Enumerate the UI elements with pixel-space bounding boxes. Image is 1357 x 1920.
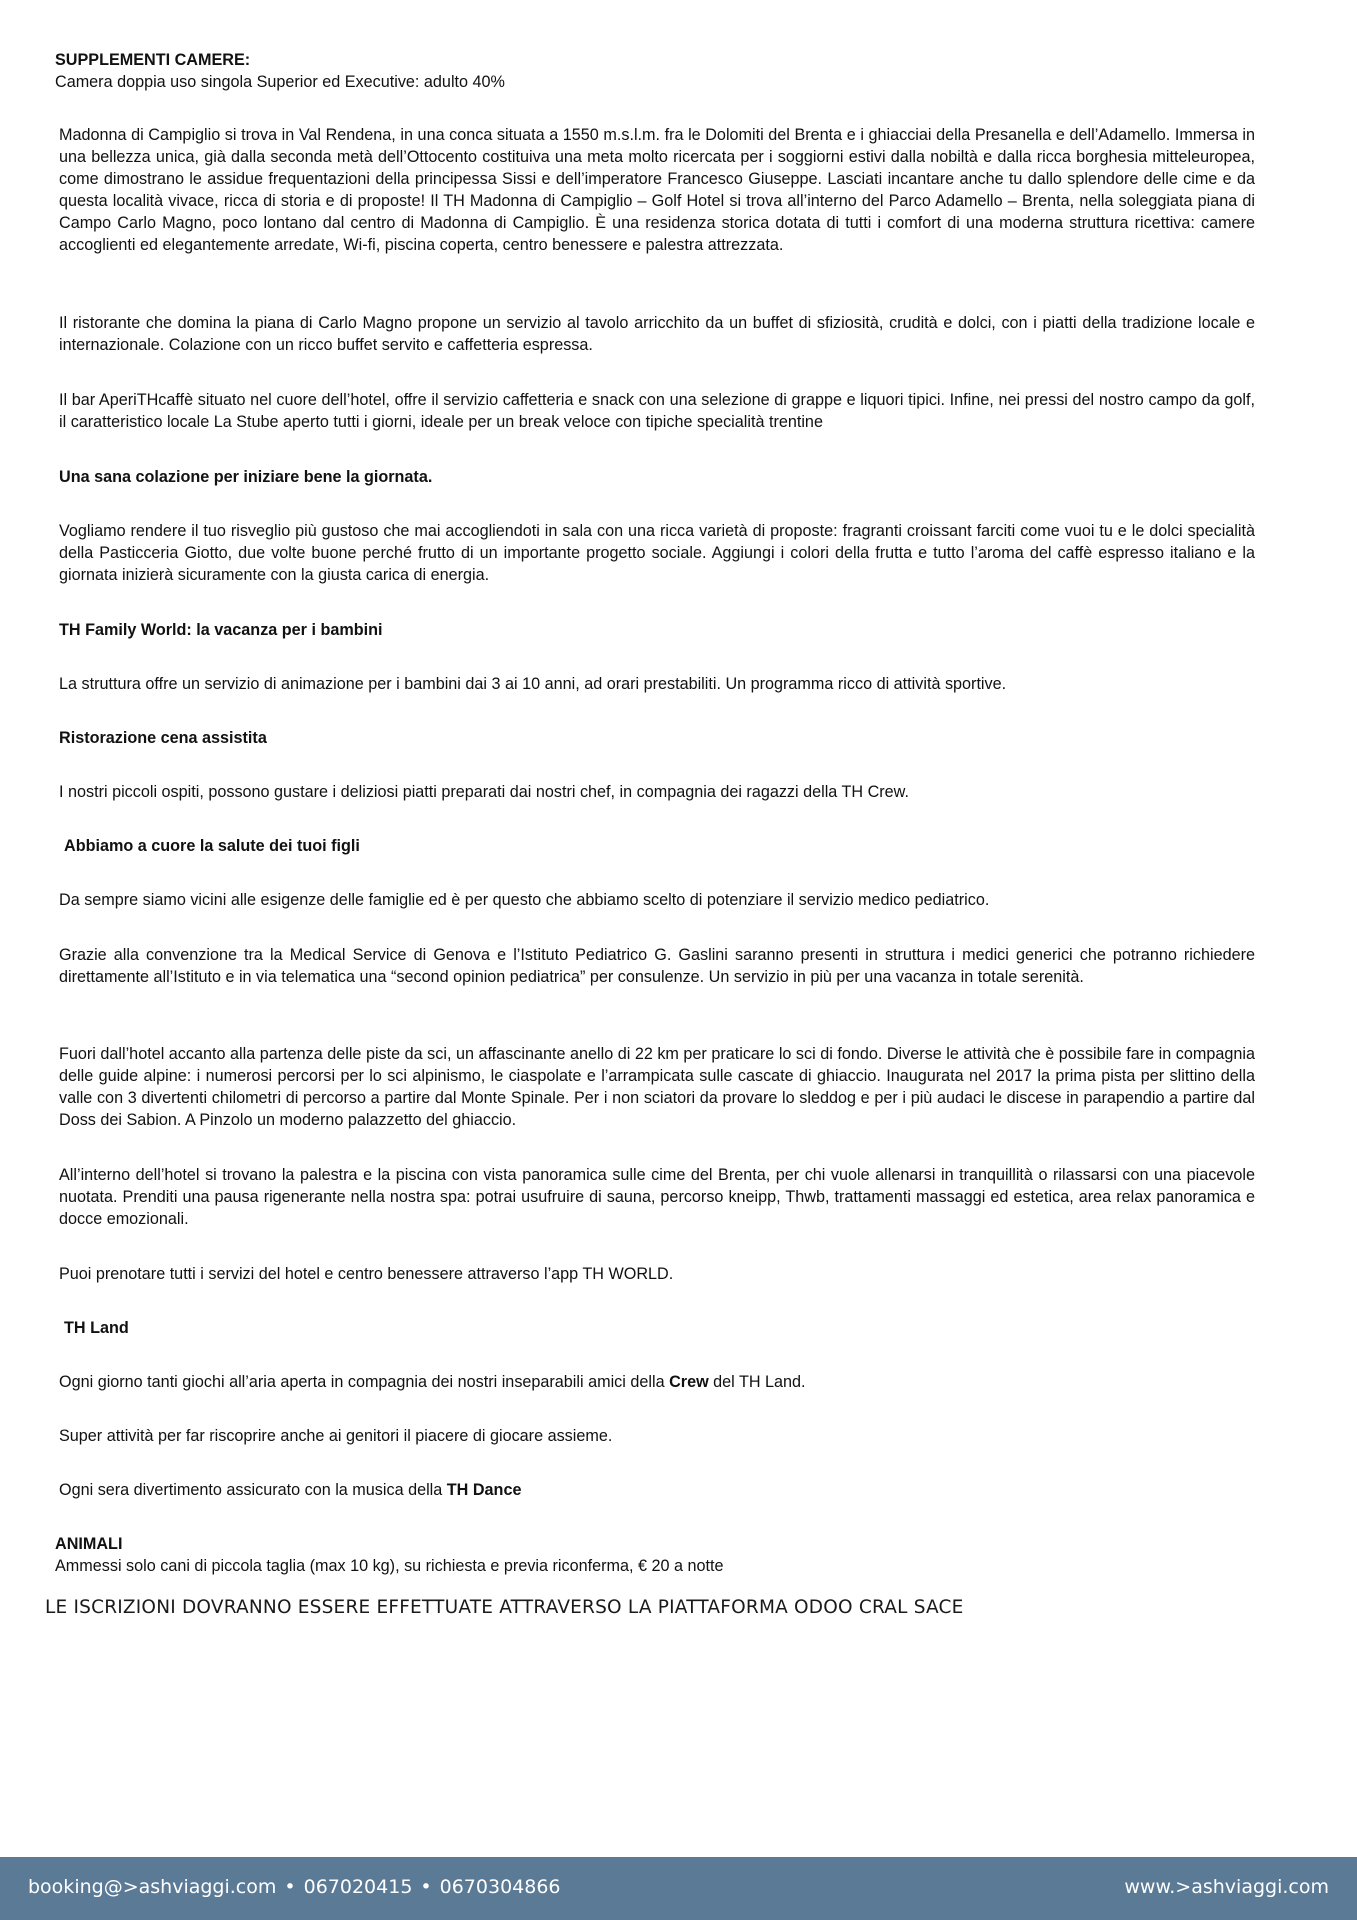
footer-separator: • — [420, 1876, 432, 1898]
family-paragraph: La struttura offre un servizio di animazione per i bambini dai 3 ai 10 anni, ad orari prestabiliti. Un programma ricco di attività sportive. — [59, 675, 1007, 693]
thland-heading: TH Land — [64, 1319, 129, 1337]
footer-bar — [0, 1857, 1357, 1920]
app-paragraph: Puoi prenotare tutti i servizi del hotel e centro benessere attraverso l’app TH WORLD. — [59, 1265, 674, 1283]
animali-title: ANIMALI — [55, 1535, 123, 1553]
footer-contacts — [28, 1876, 561, 1898]
footer-website-link[interactable]: www.>ashviaggi.com — [1124, 1876, 1329, 1898]
thland-paragraph-1-end: del TH Land. — [708, 1373, 806, 1391]
thland-paragraph-3 — [59, 1479, 1255, 1501]
thland-paragraph-2: Super attività per far riscoprire anche ai genitori il piacere di giocare assieme. — [59, 1427, 613, 1445]
salute-paragraph: Da sempre siamo vicini alle esigenze delle famiglie ed è per questo che abbiamo scelto di potenziare il servizio medico pediatrico. — [59, 891, 990, 909]
supplementi-text: Camera doppia uso singola Superior ed Executive: adulto 40% — [55, 73, 505, 91]
wellness-paragraph: All’interno dell’hotel si trovano la palestra e la piscina con vista panoramica sulle cime del Brenta, per chi vuole allenarsi in tranquillità o rilassarsi con una piacevole nuotata. Prenditi una pausa rigenerante nella nostra spa: potrai usufruire di sauna, percorso kneipp, Thwb, trattamenti massaggi ed estetica, area relax panoramica e docce emozionali. — [59, 1166, 1255, 1228]
registration-notice: LE ISCRIZIONI DOVRANNO ESSERE EFFETTUATE ATTRAVERSO LA PIATTAFORMA ODOO CRAL SACE — [45, 1597, 964, 1618]
footer-phone-2[interactable]: 0670304866 — [439, 1876, 561, 1898]
footer-email-link[interactable]: booking@>ashviaggi.com — [28, 1876, 277, 1898]
ristorazione-heading: Ristorazione cena assistita — [59, 729, 267, 747]
restaurant-paragraph: Il ristorante che domina la piana di Carlo Magno propone un servizio al tavolo arricchito da un buffet di sfiziosità, crudità e dolci, con i piatti della tradizione locale e internazionale. Colazione con un ricco buffet servito e caffetteria espressa. — [59, 314, 1255, 354]
thland-paragraph-1-start: Ogni giorno tanti giochi all’aria aperta in compagnia dei nostri inseparabili amici della — [59, 1373, 670, 1391]
ristorazione-paragraph: I nostri piccoli ospiti, possono gustare i deliziosi piatti preparati dai nostri chef, in compagnia dei ragazzi della TH Crew. — [59, 783, 909, 801]
th-dance-emphasis: TH Dance — [446, 1481, 522, 1499]
supplementi-title: SUPPLEMENTI CAMERE: — [55, 51, 251, 69]
footer-separator: • — [284, 1876, 296, 1898]
gaslini-paragraph: Grazie alla convenzione tra la Medical Service di Genova e l’Istituto Pediatrico G. Gaslini saranno presenti in struttura i medici generici che potranno richiedere direttamente all’Istituto e in via telematica una “second opinion pediatrica” per consulenze. Un servizio in più per una vacanza in totale serenità. — [59, 946, 1255, 986]
bar-paragraph: Il bar AperiTHcaffè situato nel cuore dell’hotel, offre il servizio caffetteria e snack con una selezione di grappe e liquori tipici. Infine, nei pressi del nostro campo da golf, il caratteristico locale La Stube aperto tutti i giorni, ideale per un break veloce con tipiche specialità trentine — [59, 391, 1255, 431]
breakfast-paragraph: Vogliamo rendere il tuo risveglio più gustoso che mai accogliendoti in sala con una ricca varietà di proposte: fragranti croissant farciti come vuoi tu e le dolci specialità della Pasticceria Giotto, due volte buone perché frutto di un importante progetto sociale. Aggiungi i colori della frutta e tutto l’aroma del caffè espresso italiano e la giornata inizierà sicuramente con la giusta carica di energia. — [59, 522, 1255, 584]
thland-paragraph-3-start: Ogni sera divertimento assicurato con la musica della — [59, 1481, 447, 1499]
breakfast-heading: Una sana colazione per iniziare bene la giornata. — [59, 468, 433, 486]
family-heading: TH Family World: la vacanza per i bambini — [59, 621, 383, 639]
activities-paragraph: Fuori dall’hotel accanto alla partenza delle piste da sci, un affascinante anello di 22 km per praticare lo sci di fondo. Diverse le attività che è possibile fare in compagnia delle guide alpine: i numerosi percorsi per lo sci alpinismo, le ciaspolate e l’arrampicata sulle cascate di ghiaccio. Inaugurata nel 2017 la prima pista per slittino della valle con 3 divertenti chilometri di percorso a partire dal Monte Spinale. Per i non sciatori da provare lo sleddog e per i più audaci le discese in parapendio a partire dal Doss dei Sabion. A Pinzolo un moderno palazzetto del ghiaccio. — [59, 1045, 1255, 1129]
thland-paragraph-1 — [59, 1371, 1255, 1393]
crew-emphasis: Crew — [669, 1373, 709, 1391]
animali-text: Ammessi solo cani di piccola taglia (max 10 kg), su richiesta e previa riconferma, € 20 a notte — [55, 1557, 724, 1575]
footer-phone-1[interactable]: 067020415 — [303, 1876, 413, 1898]
salute-heading: Abbiamo a cuore la salute dei tuoi figli — [64, 837, 360, 855]
intro-paragraph: Madonna di Campiglio si trova in Val Rendena, in una conca situata a 1550 m.s.l.m. fra le Dolomiti del Brenta e i ghiacciai della Presanella e dell’Adamello. Immersa in una bellezza unica, già dalla seconda metà dell’Ottocento costituiva una meta molto ricercata per i soggiorni estivi dalla nobiltà e dalla ricca borghesia mitteleuropea, come dimostrano le assidue frequentazioni della principessa Sissi e dell’imperatore Francesco Giuseppe. Lasciati incantare anche tu dallo splendore delle cime e da questa località vivace, ricca di storia e di proposte! Il TH Madonna di Campiglio – Golf Hotel si trova all’interno del Parco Adamello – Brenta, nella soleggiata piana di Campo Carlo Magno, poco lontano dal centro di Madonna di Campiglio. È una residenza storica dotata di tutti i comfort di una moderna struttura ricettiva: camere accoglienti ed elegantemente arredate, Wi-fi, piscina coperta, centro benessere e palestra attrezzata. — [59, 126, 1255, 254]
